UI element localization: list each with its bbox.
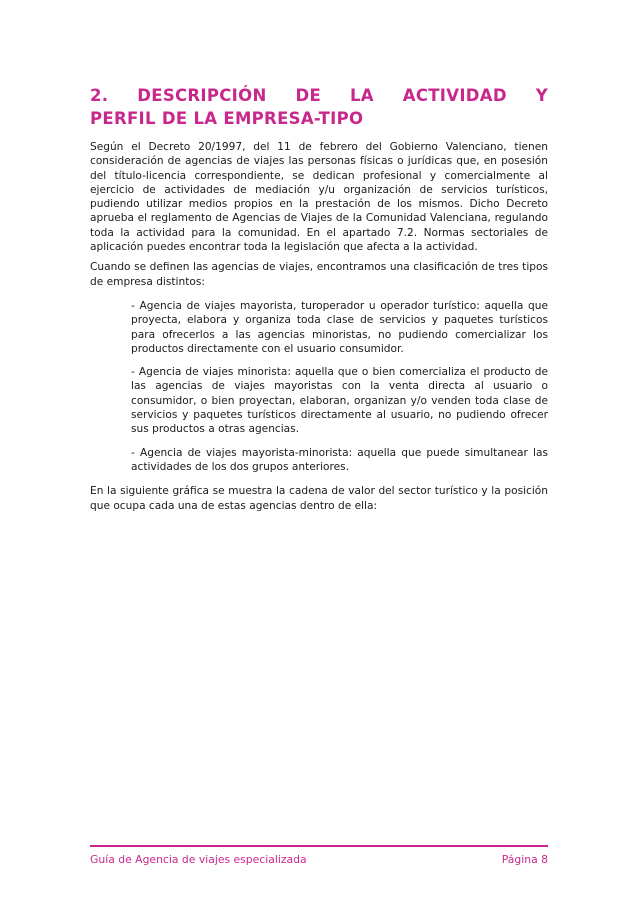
intro-paragraph: Según el Decreto 20/1997, del 11 de febrero del Gobierno Valenciano, tienen consideración de agencias de viajes las personas físicas o jurídicas que, en posesión del título-licencia correspondiente, se dedican profesional y comercialmente al ejercicio de actividades de mediación y/u organización de servicios turísticos, pudiendo utilizar medios propios en la prestación de los mismos. Dicho Decreto aprueba el reglamento de Agencias de Viajes de la Comunidad Valenciana, regulando toda la actividad para la comunidad. En el apartado 7.2. Normas sectoriales de aplicación puedes encontrar toda la legislación que afecta a la actividad. [90, 141, 548, 254]
grafica-paragraph: En la siguiente gráfica se muestra la cadena de valor del sector turístico y la posición que ocupa cada una de estas agencias dentro de ella: [90, 485, 548, 512]
footer-page-number: Página 8 [501, 853, 548, 866]
mayorista-minorista-definition: - Agencia de viajes mayorista-minorista: aquella que puede simultanear las actividades de los dos grupos anteriores. [131, 446, 548, 473]
section-heading [90, 84, 548, 130]
footer-row [90, 853, 548, 866]
classification-paragraph: Cuando se definen las agencias de viajes, encontramos una clasificación de tres tipos de empresa distintos: [90, 261, 548, 288]
section-heading-line-2: PERFIL DE LA EMPRESA-TIPO [90, 109, 364, 128]
section-heading-line-1: 2. DESCRIPCIÓN DE LA ACTIVIDAD Y [90, 86, 548, 105]
footer-divider [90, 845, 548, 847]
minorista-definition: - Agencia de viajes minorista: aquella que o bien comercializa el producto de las agencias de viajes mayoristas con la venta directa al usuario o consumidor, o bien proyectan, elaboran, organizan y/o venden toda clase de servicios y paquetes turísticos directamente al usuario, no pudiendo ofrecer sus productos a otras agencias. [131, 366, 548, 436]
page-footer [90, 845, 548, 866]
footer-document-title: Guía de Agencia de viajes especializada [90, 853, 307, 866]
mayorista-definition: - Agencia de viajes mayorista, turoperador u operador turístico: aquella que proyecta, elabora y organiza toda clase de servicios y paquetes turísticos para ofrecerlos a las agencias minoristas, no pudiendo comercializar los productos directamente con el usuario consumidor. [131, 299, 548, 355]
document-page [90, 84, 548, 519]
